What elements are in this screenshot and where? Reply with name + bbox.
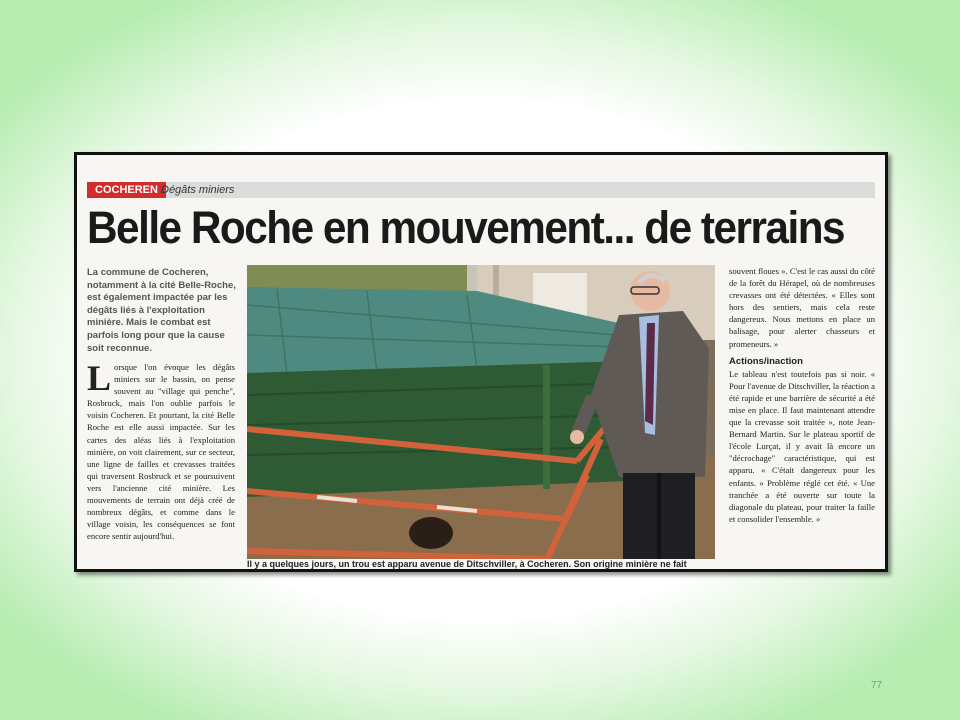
drop-cap: L (87, 358, 112, 398)
article-intro: La commune de Cocheren, notamment à la cité Belle-Roche, est également impactée par les dégâts liés à l'exploitation minière. Mais le combat est parfois long pour que la cause soit reconnue. (87, 267, 236, 354)
rubric-bar (87, 182, 875, 198)
rubric-topic: Dégâts miniers (161, 184, 235, 196)
body-left-text: orsque l'on évoque les dégâts miniers sur le bassin, on pense souvent au "village qui penche", Rosbruck, mais l'on oublie parfois le voisin Cocheren. Et pourtant, la cité Belle Roche est elle aussi impactée. Sur les cartes des aléas liés à l'exploitation minière, on voit clairement, sur ce secteur, une ligne de failles et crevasses traitées qui traversent Rosbruck et se poursuivent vers l'ancienne cité minière. Les mouvements de terrain ont déjà créé de nombreux dégâts, et comme dans le village voisin, les conséquences se font encore sentir aujourd'hui. (87, 362, 235, 542)
article-photo (247, 265, 715, 559)
subhead: Actions/inaction (729, 355, 803, 367)
headline: Belle Roche en mouvement... de terrains (87, 202, 845, 253)
photo-caption: Il y a quelques jours, un trou est apparu avenue de Ditschviller, à Cocheren. Son origine minière ne fait (247, 559, 687, 569)
article-body-right (729, 265, 875, 525)
photo-illustration (247, 265, 715, 559)
newspaper-clipping (74, 152, 888, 572)
rubric-city: COCHEREN (87, 182, 166, 198)
article-body-left (87, 358, 235, 542)
body-right-text-1: souvent floues ». C'est le cas aussi du côté de la forêt du Hérapel, où de nombreuses crevasses ont été détectées. « Elles sont hors des sentiers, mais cela reste dangereux. Nous mettons en place un balisage, pour alerter chasseurs et promeneurs. » (729, 266, 875, 349)
page-number: 77 (871, 680, 883, 691)
body-right-text-2: Le tableau n'est toutefois pas si noir. « Pour l'avenue de Ditschviller, la réaction a été rapide et une barrière de sécurité a été mise en place. Il faut maintenant attendre que la crevasse soit traitée », note Jean-Bernard Martin. Sur le plateau sportif de l'école Lurçat, il y avait là encore un "décrochage" caractéristique, qui est apparu. « C'était dangereux pour les enfants. » Problème réglé cet été. « Une tranchée a été ouverte sur toute la diagonale du plateau, pour traiter la faille et consolider l'ensemble. » (729, 368, 875, 524)
